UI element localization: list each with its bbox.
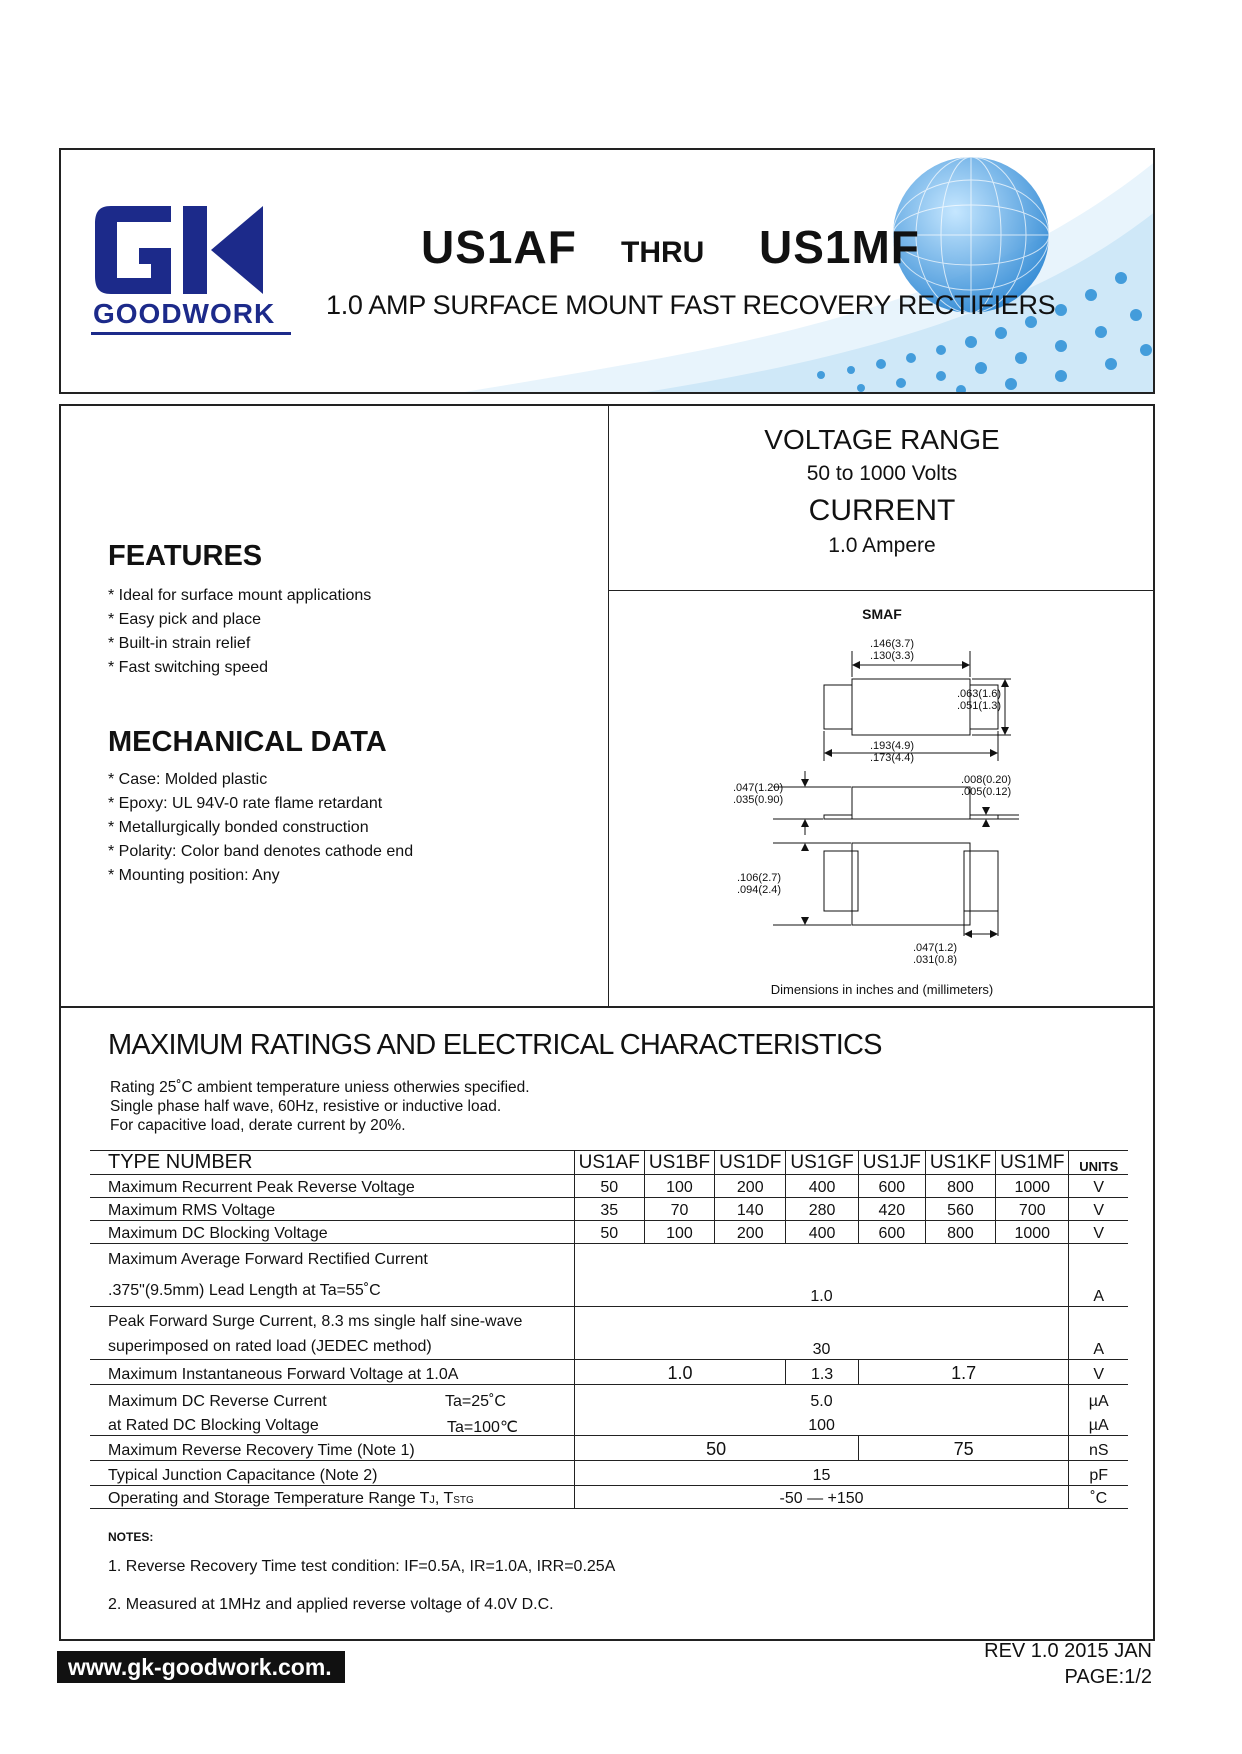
dim-label: .008(0.20) .005(0.12) [961,774,1012,798]
title-right: US1MF [759,221,920,273]
mechanical-item: * Metallurgically bonded construction [108,819,369,836]
type-cell: US1JF [858,1151,925,1175]
table-row [90,1175,1128,1198]
cell: 100 [574,1411,1069,1436]
cell: 800 [925,1221,995,1244]
unit-cell: nS [1069,1436,1128,1461]
dim-label: .146(3.7) .130(3.3) [869,638,915,662]
row-label: Maximum RMS Voltage [90,1198,574,1221]
row-label: Maximum Instantaneous Forward Voltage at 1.0A [90,1360,574,1385]
cell: 1.0 [574,1244,1069,1307]
package-name: SMAF [862,606,902,622]
gk-logo-icon [91,198,271,298]
type-cell: US1KF [925,1151,995,1175]
unit-cell: µA [1069,1385,1128,1412]
cell: 100 [644,1221,714,1244]
type-cell: US1GF [786,1151,858,1175]
cell: 100 [644,1175,714,1198]
table-row [90,1436,1128,1461]
table-row [90,1244,1128,1307]
note-item: 2. Measured at 1MHz and applied reverse voltage of 4.0V D.C. [108,1596,554,1613]
current-heading: CURRENT [808,494,956,527]
table-row [90,1385,1128,1412]
dim-label: .047(1.20) .035(0.90) [733,782,784,806]
type-cell: US1BF [644,1151,714,1175]
unit-cell: V [1069,1198,1128,1221]
intro-line: For capacitive load, derate current by 20%. [110,1117,406,1134]
unit-cell: A [1069,1244,1128,1307]
feature-item: * Ideal for surface mount applications [108,587,372,604]
header-box [59,148,1155,394]
dim-label: .063(1.6) .051(1.3) [957,688,1002,712]
intro-line: Rating 25˚C ambient temperature uniess otherwies specified. [110,1079,530,1096]
cell: 1.3 [786,1360,858,1385]
note-item: 1. Reverse Recovery Time test condition: IF=0.5A, IR=1.0A, IRR=0.25A [108,1558,616,1575]
title-thru: THRU [621,236,705,269]
row-label: Maximum DC Reverse Current Ta=25˚C [108,1393,506,1410]
type-cell: US1DF [715,1151,786,1175]
page-number: PAGE:1/2 [1064,1666,1152,1688]
cell: 140 [715,1198,786,1221]
row-label: Typical Junction Capacitance (Note 2) [90,1461,574,1486]
features-box [59,404,1155,1008]
table-row [90,1486,1128,1509]
table-row [90,1307,1128,1360]
unit-cell: pF [1069,1461,1128,1486]
cell: 400 [786,1175,858,1198]
features-list [108,584,371,680]
cell: 560 [925,1198,995,1221]
divider-horizontal [608,590,1155,591]
unit-cell: A [1069,1307,1128,1360]
cell: 200 [715,1221,786,1244]
feature-item: * Fast switching speed [108,659,269,676]
ratings-intro [110,1078,530,1135]
type-label: TYPE NUMBER [90,1151,574,1175]
cell: 30 [574,1307,1069,1360]
table-row [90,1461,1128,1486]
ratings-table [90,1150,1128,1509]
cell: 50 [574,1175,644,1198]
cell: 1.0 [574,1360,786,1385]
revision: REV 1.0 2015 JAN [984,1640,1152,1662]
cell: 5.0 [574,1385,1069,1412]
cell: 50 [574,1221,644,1244]
cell: 1000 [996,1175,1069,1198]
logo-underline [91,332,291,335]
dim-label: .047(1.2) .031(0.8) [913,942,958,966]
mechanical-item: * Mounting position: Any [108,867,280,884]
cell: 75 [858,1436,1069,1461]
cell: 50 [574,1436,858,1461]
dim-label: .193(4.9) .173(4.4) [869,740,915,764]
row-label: Peak Forward Surge Current, 8.3 ms single half sine-wave superimposed on rated load (JEDEC method) [90,1307,574,1360]
table-row [90,1221,1128,1244]
unit-cell: V [1069,1175,1128,1198]
cell: 1000 [996,1221,1069,1244]
voltage-heading: VOLTAGE RANGE [764,424,1000,455]
cell: 200 [715,1175,786,1198]
row-label: Maximum Average Forward Rectified Current .375"(9.5mm) Lead Length at Ta=55˚C [90,1244,574,1307]
mechanical-list [108,768,413,888]
unit-cell: V [1069,1360,1128,1385]
unit-cell: V [1069,1221,1128,1244]
mechanical-item: * Case: Molded plastic [108,771,268,788]
dim-label: .106(2.7) .094(2.4) [737,872,782,896]
table-header-row [90,1151,1128,1175]
cell: 600 [858,1221,925,1244]
cell: 70 [644,1198,714,1221]
type-cell: US1MF [996,1151,1069,1175]
mechanical-item: * Polarity: Color band denotes cathode end [108,843,414,860]
cell: 420 [858,1198,925,1221]
unit-cell: µA [1069,1411,1128,1436]
mechanical-title: MECHANICAL DATA [108,726,387,758]
cell: 280 [786,1198,858,1221]
current-value: 1.0 Ampere [828,534,936,557]
subtitle: 1.0 AMP SURFACE MOUNT FAST RECOVERY RECTIFIERS [326,290,1056,320]
cell: 400 [786,1221,858,1244]
voltage-value: 50 to 1000 Volts [806,462,958,485]
type-cell: US1AF [574,1151,644,1175]
cell: 700 [996,1198,1069,1221]
website-link[interactable]: www.gk-goodwork.com. [68,1654,332,1680]
notes-title: NOTES: [108,1530,154,1544]
row-label: Operating and Storage Temperature Range TJ, TSTG [90,1486,574,1509]
table-row [90,1411,1128,1436]
row-label: Maximum Recurrent Peak Reverse Voltage [90,1175,574,1198]
cell: 15 [574,1461,1069,1486]
logo-text: GOODWORK [93,298,276,329]
table-row [90,1360,1128,1385]
cell: 600 [858,1175,925,1198]
row-label: at Rated DC Blocking Voltage Ta=100℃ [90,1411,574,1436]
row-label: Maximum Reverse Recovery Time (Note 1) [90,1436,574,1461]
unit-cell: ˚C [1069,1486,1128,1509]
mechanical-item: * Epoxy: UL 94V-0 rate flame retardant [108,795,383,812]
table-row [90,1198,1128,1221]
feature-item: * Easy pick and place [108,611,261,628]
package-caption: Dimensions in inches and (millimeters) [770,982,994,997]
feature-item: * Built-in strain relief [108,635,251,652]
row-label: Maximum DC Blocking Voltage [90,1221,574,1244]
title-left: US1AF [421,221,577,273]
cell: 1.7 [858,1360,1069,1385]
cell: 35 [574,1198,644,1221]
cell: 800 [925,1175,995,1198]
cell: -50 — +150 [574,1486,1069,1509]
units-label: UNITS [1069,1151,1128,1175]
features-title: FEATURES [108,540,263,572]
ratings-title: MAXIMUM RATINGS AND ELECTRICAL CHARACTERISTICS [108,1029,882,1061]
intro-line: Single phase half wave, 60Hz, resistive or inductive load. [110,1098,502,1115]
